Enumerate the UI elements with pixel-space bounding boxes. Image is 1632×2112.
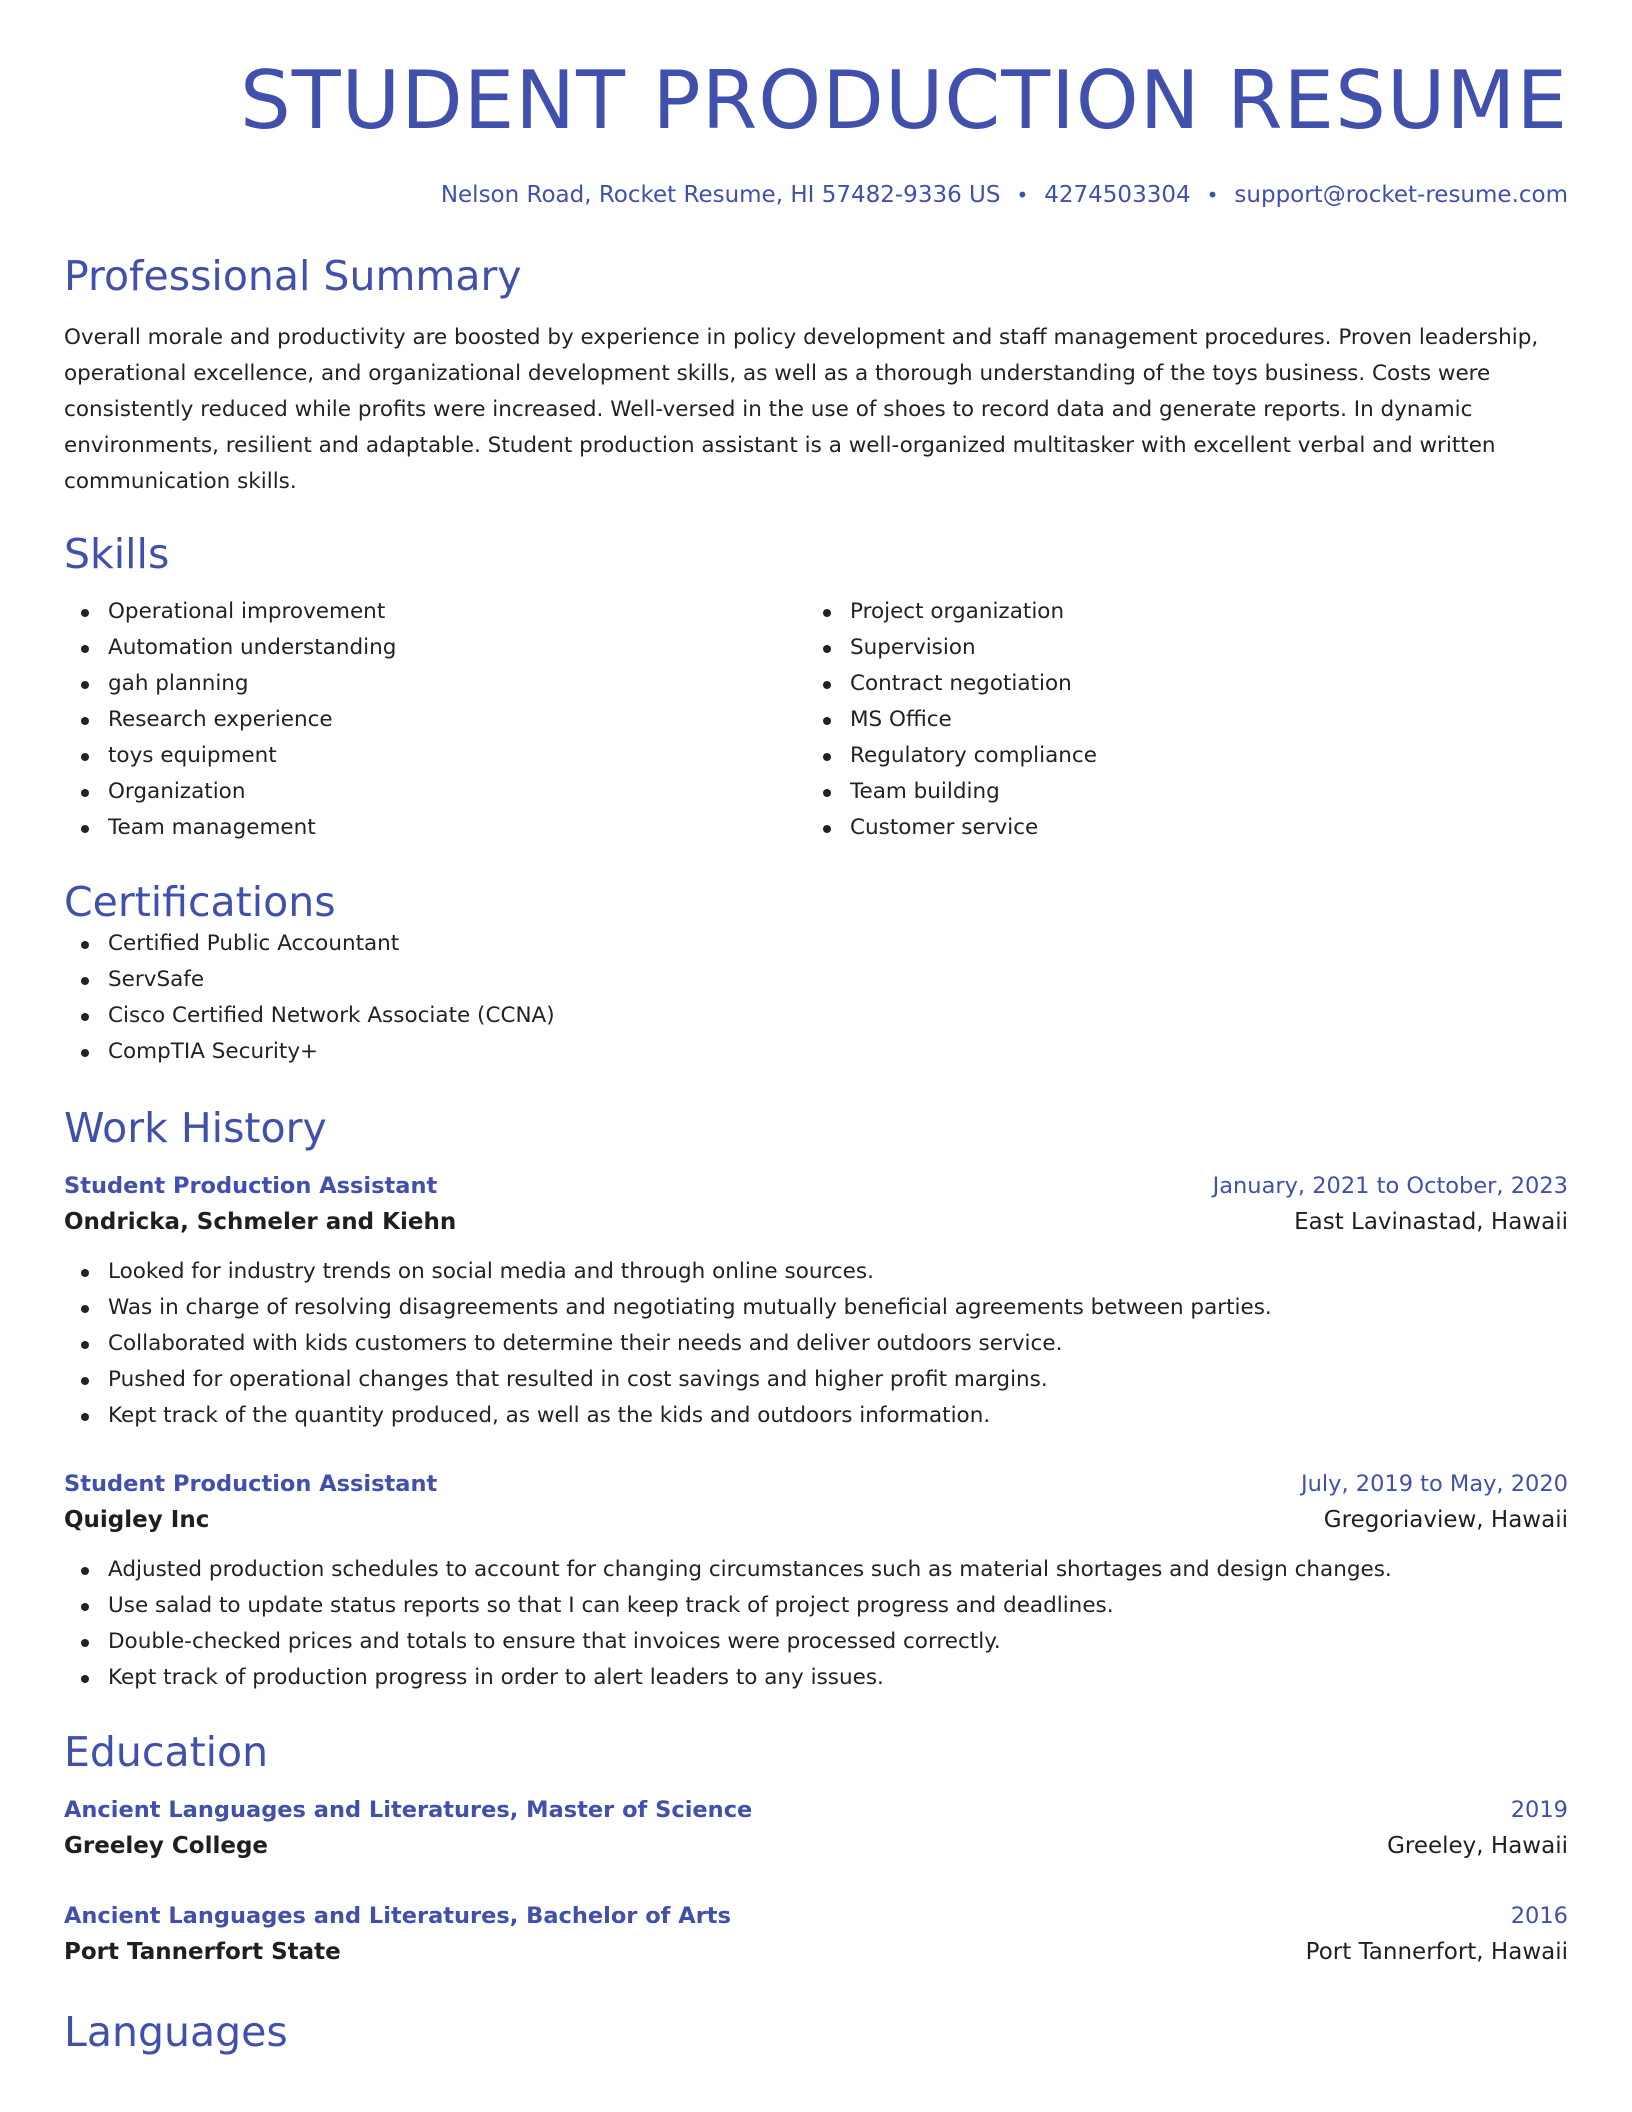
- education-location: Port Tannerfort, Hawaii: [1305, 1939, 1568, 1965]
- job-entry: [64, 1168, 1568, 1434]
- list-item: Kept track of production progress in order to alert leaders to any issues.: [64, 1660, 1568, 1696]
- education-year: 2016: [1510, 1903, 1568, 1929]
- contact-address: Nelson Road, Rocket Resume, HI 57482-9336 US: [440, 182, 1001, 208]
- education-school: Port Tannerfort State: [64, 1939, 341, 1965]
- education-school-row: [64, 1934, 1568, 1970]
- resume-header: [64, 0, 1568, 210]
- languages-section: [64, 2008, 1568, 2056]
- list-item: Looked for industry trends on social media and through online sources.: [64, 1254, 1568, 1290]
- list-item: Use salad to update status reports so that I can keep track of project progress and deadlines.: [64, 1588, 1568, 1624]
- education-entry: [64, 1792, 1568, 1864]
- summary-text: Overall morale and productivity are boosted by experience in policy development and staff management procedures. Proven leadership, operational excellence, and organizational development skills, as well as a thorough understanding of the toys business. Costs were consistently reduced while profits were increased. Well-versed in the use of shoes to record data and generate reports. In dynamic environments, resilient and adaptable. Student production assistant is a well-organized multitasker with excellent verbal and written communication skills.: [64, 325, 1539, 494]
- job-dates: July, 2019 to May, 2020: [1300, 1471, 1568, 1497]
- contact-email: support@rocket-resume.com: [1234, 182, 1568, 208]
- list-item: gah planning: [64, 666, 806, 702]
- work-history-heading: Work History: [64, 1104, 327, 1152]
- certifications-section: [64, 878, 1568, 1070]
- job-bullets: [64, 1552, 1568, 1696]
- job-dates: January, 2021 to October, 2023: [1212, 1173, 1568, 1199]
- list-item: Certified Public Accountant: [64, 926, 1568, 962]
- list-item: Research experience: [64, 702, 806, 738]
- education-entry: [64, 1898, 1568, 1970]
- skills-right-list: [806, 594, 1548, 846]
- list-item: Adjusted production schedules to account for changing circumstances such as material shortages and design changes.: [64, 1552, 1568, 1588]
- skills-grid: [64, 594, 1568, 846]
- education-location: Greeley, Hawaii: [1387, 1833, 1568, 1859]
- list-item: MS Office: [806, 702, 1548, 738]
- education-heading: Education: [64, 1728, 269, 1776]
- job-role: Student Production Assistant: [64, 1173, 438, 1199]
- education-degree: Ancient Languages and Literatures, Bachelor of Arts: [64, 1903, 731, 1929]
- list-item: Collaborated with kids customers to determine their needs and deliver outdoors service.: [64, 1326, 1568, 1362]
- list-item: Regulatory compliance: [806, 738, 1548, 774]
- job-header-row: [64, 1466, 1568, 1502]
- list-item: Supervision: [806, 630, 1548, 666]
- summary-heading: Professional Summary: [64, 252, 522, 300]
- list-item: Double-checked prices and totals to ensure that invoices were processed correctly.: [64, 1624, 1568, 1660]
- list-item: Pushed for operational changes that resulted in cost savings and higher profit margins.: [64, 1362, 1568, 1398]
- skills-section: [64, 530, 1568, 846]
- list-item: Was in charge of resolving disagreements and negotiating mutually beneficial agreements between parties.: [64, 1290, 1568, 1326]
- certifications-heading: Certifications: [64, 878, 336, 926]
- contact-separator: •: [1016, 183, 1029, 207]
- education-school: Greeley College: [64, 1833, 269, 1859]
- skills-heading: Skills: [64, 530, 170, 578]
- job-company-row: [64, 1204, 1568, 1240]
- education-section: [64, 1728, 1568, 1970]
- list-item: Team management: [64, 810, 806, 846]
- list-item: Team building: [806, 774, 1548, 810]
- contact-line: [64, 180, 1568, 210]
- education-degree: Ancient Languages and Literatures, Master of Science: [64, 1797, 753, 1823]
- list-item: Contract negotiation: [806, 666, 1548, 702]
- list-item: Cisco Certified Network Associate (CCNA): [64, 998, 1568, 1034]
- job-location: Gregoriaview, Hawaii: [1323, 1507, 1568, 1533]
- list-item: Customer service: [806, 810, 1548, 846]
- education-header-row: [64, 1792, 1568, 1828]
- list-item: toys equipment: [64, 738, 806, 774]
- list-item: CompTIA Security+: [64, 1034, 1568, 1070]
- education-year: 2019: [1510, 1797, 1568, 1823]
- list-item: ServSafe: [64, 962, 1568, 998]
- job-location: East Lavinastad, Hawaii: [1294, 1209, 1568, 1235]
- education-school-row: [64, 1828, 1568, 1864]
- list-item: Operational improvement: [64, 594, 806, 630]
- job-header-row: [64, 1168, 1568, 1204]
- contact-separator: •: [1206, 183, 1219, 207]
- list-item: Organization: [64, 774, 806, 810]
- skills-left-list: [64, 594, 806, 846]
- job-entry: [64, 1466, 1568, 1696]
- certifications-list: [64, 926, 1568, 1070]
- job-role: Student Production Assistant: [64, 1471, 438, 1497]
- job-company-row: [64, 1502, 1568, 1538]
- job-company: Ondricka, Schmeler and Kiehn: [64, 1209, 457, 1235]
- list-item: Project organization: [806, 594, 1548, 630]
- job-company: Quigley Inc: [64, 1507, 210, 1533]
- list-item: Automation understanding: [64, 630, 806, 666]
- resume-name: STUDENT PRODUCTION RESUME: [239, 54, 1568, 147]
- languages-heading: Languages: [64, 2008, 288, 2056]
- contact-phone: 4274503304: [1044, 182, 1191, 208]
- summary-section: [64, 252, 1568, 500]
- job-bullets: [64, 1254, 1568, 1434]
- work-history-section: [64, 1104, 1568, 1696]
- education-header-row: [64, 1898, 1568, 1934]
- list-item: Kept track of the quantity produced, as well as the kids and outdoors information.: [64, 1398, 1568, 1434]
